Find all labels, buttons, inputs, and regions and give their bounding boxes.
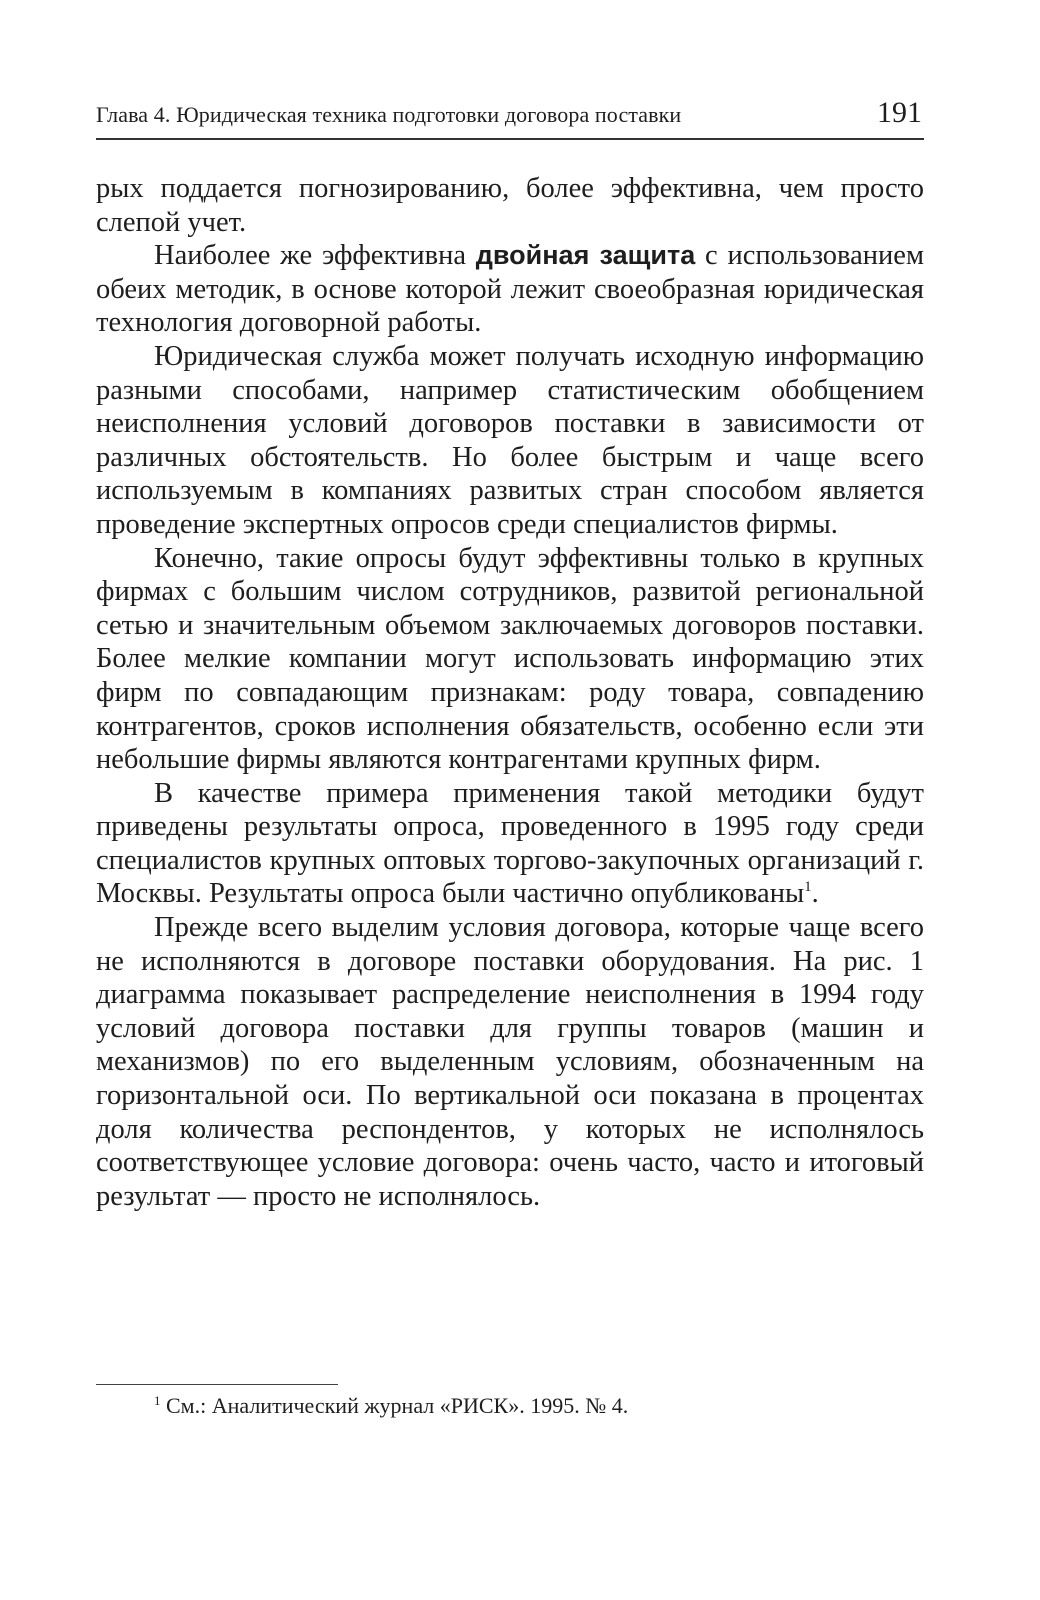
paragraph-2 (96, 239, 924, 340)
paragraph-2-end: с использованием обеих методик, в основе которой лежит своеобразная юридическая технология договорной работы. (96, 240, 924, 339)
paragraph-5-end: . (811, 878, 819, 910)
paragraph-1: рых поддается погнозированию, более эффективна, чем просто слепой учет. (96, 173, 924, 238)
paragraph-3: Юридическая служба может получать исходную информацию разными способами, например статистическим обобщением неисполнения условий договоров поставки в зависимости от различных обстоятельств. Но более быстрым и чаще всего используемым в компаниях развитых стран способом является проведение экспертных опросов среди специалистов фирмы. (96, 340, 924, 540)
paragraph-2-start: Наиболее же эффективна (154, 240, 476, 272)
book-page (96, 0, 924, 1600)
paragraph-6: Прежде всего выделим условия договора, которые чаще всего не исполняются в договоре поставки оборудования. На рис. 1 диаграмма показывает распределение неисполнения в 1994 году условий договора поставки для группы товаров (машин и механизмов) по его выделенным условиям, обозначенным на горизонтальной оси. По вертикальной оси показана в процентах доля количества респондентов, у которых не исполнялось соответствующее условие договора: очень часто, часто и итоговый результат — просто не исполнялось. (96, 912, 924, 1212)
paragraph-5 (96, 777, 924, 911)
running-header (96, 92, 924, 140)
footnote-divider (96, 1384, 338, 1385)
footnote-text: См.: Аналитический журнал «РИСК». 1995. № 4. (160, 1393, 629, 1418)
footnote-reference: 1 (804, 879, 812, 896)
footnote (154, 1392, 628, 1420)
paragraph-5-text: В качестве примера применения такой методики будут приведены результаты опроса, проведенного в 1995 году среди специалистов крупных оптовых торгово-закупочных организаций г. Москвы. Результаты опроса были частично опубликованы (96, 777, 924, 910)
footnote-marker: 1 (154, 1393, 161, 1408)
main-text (96, 172, 924, 1213)
running-title: Глава 4. Юридическая техника подготовки договора поставки (96, 102, 682, 127)
paragraph-4: Конечно, такие опросы будут эффективны только в крупных фирмах с большим числом сотрудников, развитой региональной сетью и значительным объемом заключаемых договоров поставки. Более мелкие компании могут использовать информацию этих фирм по совпадающим признакам: роду товара, совпадению контрагентов, сроков исполнения обязательств, особенно если эти небольшие фирмы являются контрагентами крупных фирм. (96, 542, 924, 776)
page-number: 191 (877, 96, 922, 129)
emphasis-double-protection: двойная защита (475, 240, 696, 271)
